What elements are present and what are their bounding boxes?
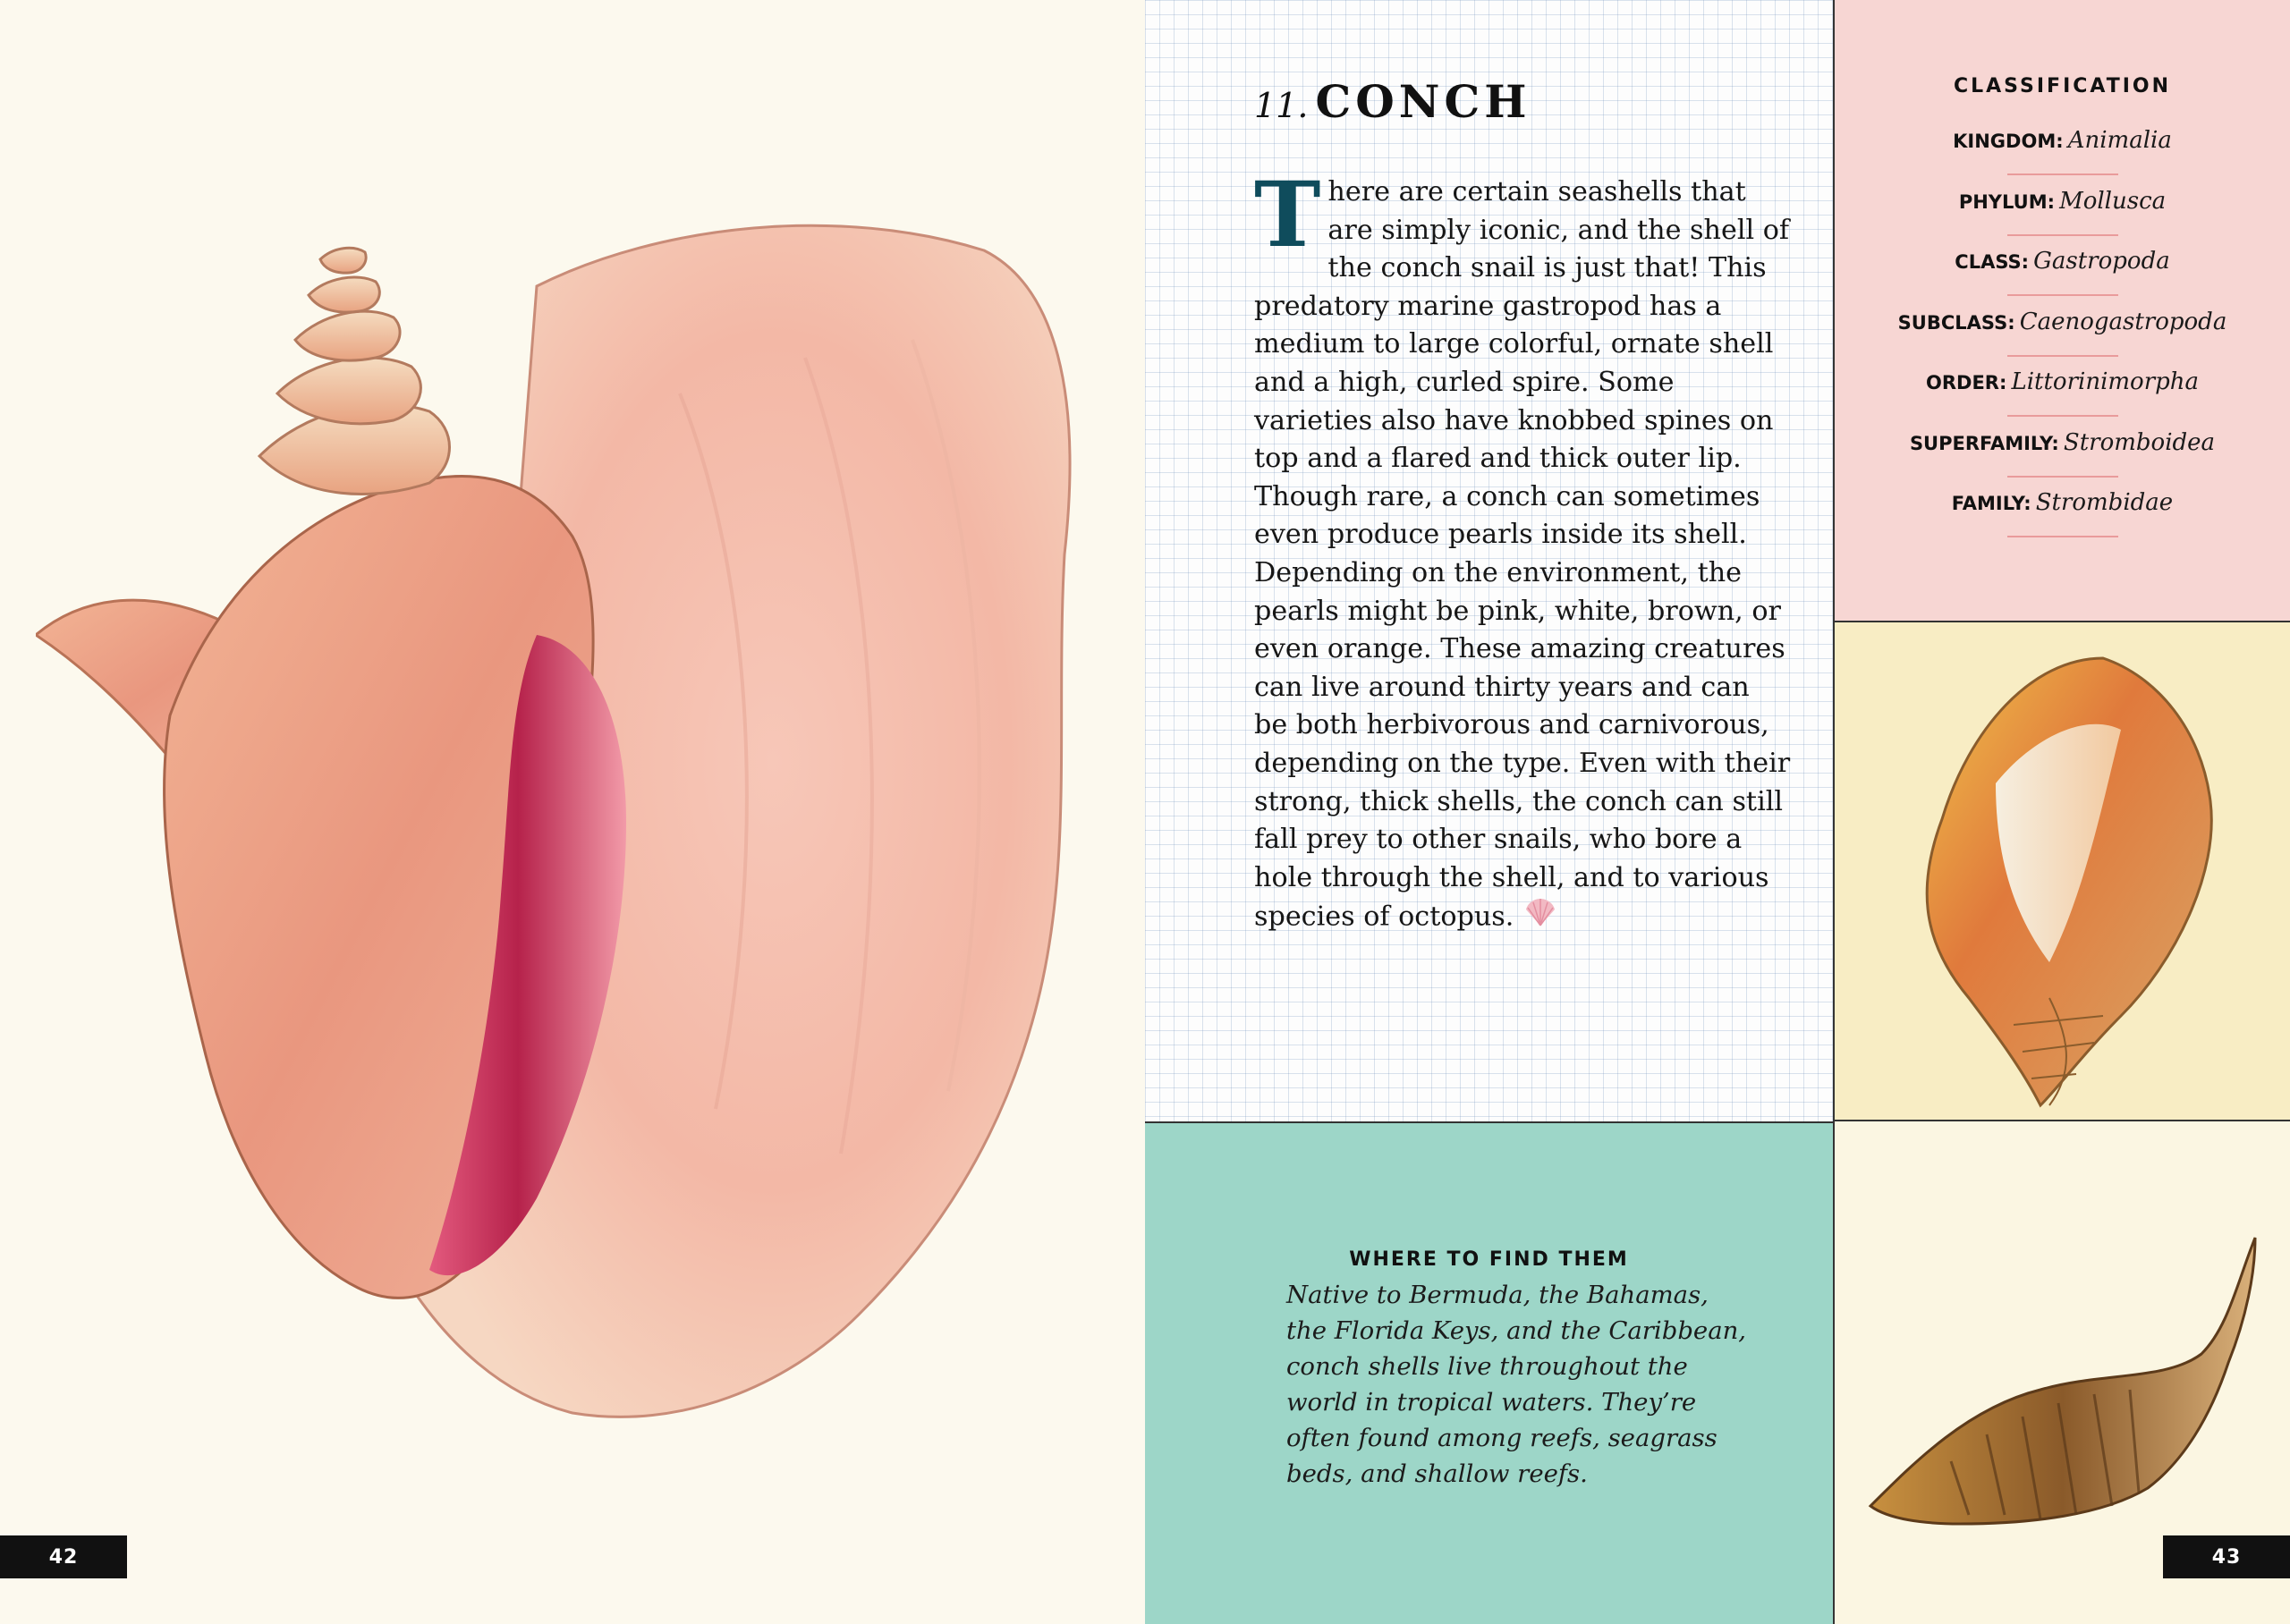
classification-row [1835,248,2290,309]
divider [2007,476,2118,478]
conch-illustration-small [1835,622,2290,1120]
divider [2007,536,2118,537]
classification-label: CLASS: [1955,251,2030,273]
shell-panel-top [1835,622,2290,1121]
where-panel [1145,1121,1835,1624]
classification-value: Gastropoda [2033,248,2170,275]
where-heading: WHERE TO FIND THEM [1349,1248,1629,1271]
divider [2007,294,2118,296]
classification-value: Littorinimorpha [2011,368,2200,395]
classification-row [1835,429,2290,490]
classification-label: PHYLUM: [1958,190,2055,213]
drop-cap: T [1254,162,1321,267]
classification-label: SUBCLASS: [1897,311,2015,334]
classification-label: SUPERFAMILY: [1909,432,2059,454]
entry-number: 11. [1254,86,1309,125]
shell-panel-bottom [1835,1121,2290,1624]
small-scallop-icon [1522,897,1558,939]
classification-row [1835,368,2290,429]
divider [2007,173,2118,175]
classification-value: Strombidae [2035,489,2174,516]
divider [2007,234,2118,236]
classification-value: Mollusca [2059,187,2167,215]
classification-row [1835,309,2290,369]
classification-heading: CLASSIFICATION [1953,75,2172,97]
folio-right: 43 [2163,1535,2290,1578]
folio-left: 42 [0,1535,127,1578]
classification-row [1835,489,2290,550]
conch-illustration [36,215,1127,1484]
entry-name: CONCH [1315,75,1531,128]
classification-row [1835,127,2290,188]
entry-body-text: here are certain seashells that are simply iconic, and the shell of the conch snail is just that! This predatory marine gastropod has a medium to large colorful, ornate shell and a high, curled spire. Some varieties also have knobbed spines on top and a flared and thick outer lip. Though rare, a conch can sometimes even produce pearls inside its shell. Depending on the environment, the pearls might be pink, white, brown, or even orange. These amazing creatures can live around thirty years and can be both herbivorous and carnivorous, depending on the type. Even with their strong, thick shells, the conch can still fall prey to other snails, who bore a hole through the shell, and to various species of octopus. [1254,176,1791,933]
classification-value: Stromboidea [2063,428,2216,456]
classification-value: Animalia [2067,127,2172,154]
classification-label: KINGDOM: [1953,131,2064,152]
where-text: Native to Bermuda, the Bahamas, the Florida Keys, and the Caribbean, conch shells live throughout the world in tropical waters. They’re often found among reefs, seagrass beds, and shallow reefs. [1286,1281,1747,1488]
classification-label: FAMILY: [1951,493,2031,514]
entry-title [1254,75,1531,128]
classification-row [1835,188,2290,249]
entry-body [1254,162,1791,939]
classification-value: Caenogastropoda [2019,308,2227,335]
classification-list [1835,127,2290,550]
classification-panel [1835,0,2290,622]
entry-panel [1145,0,1835,1121]
divider [2007,355,2118,357]
classification-label: ORDER: [1925,372,2007,393]
divider [2007,415,2118,417]
